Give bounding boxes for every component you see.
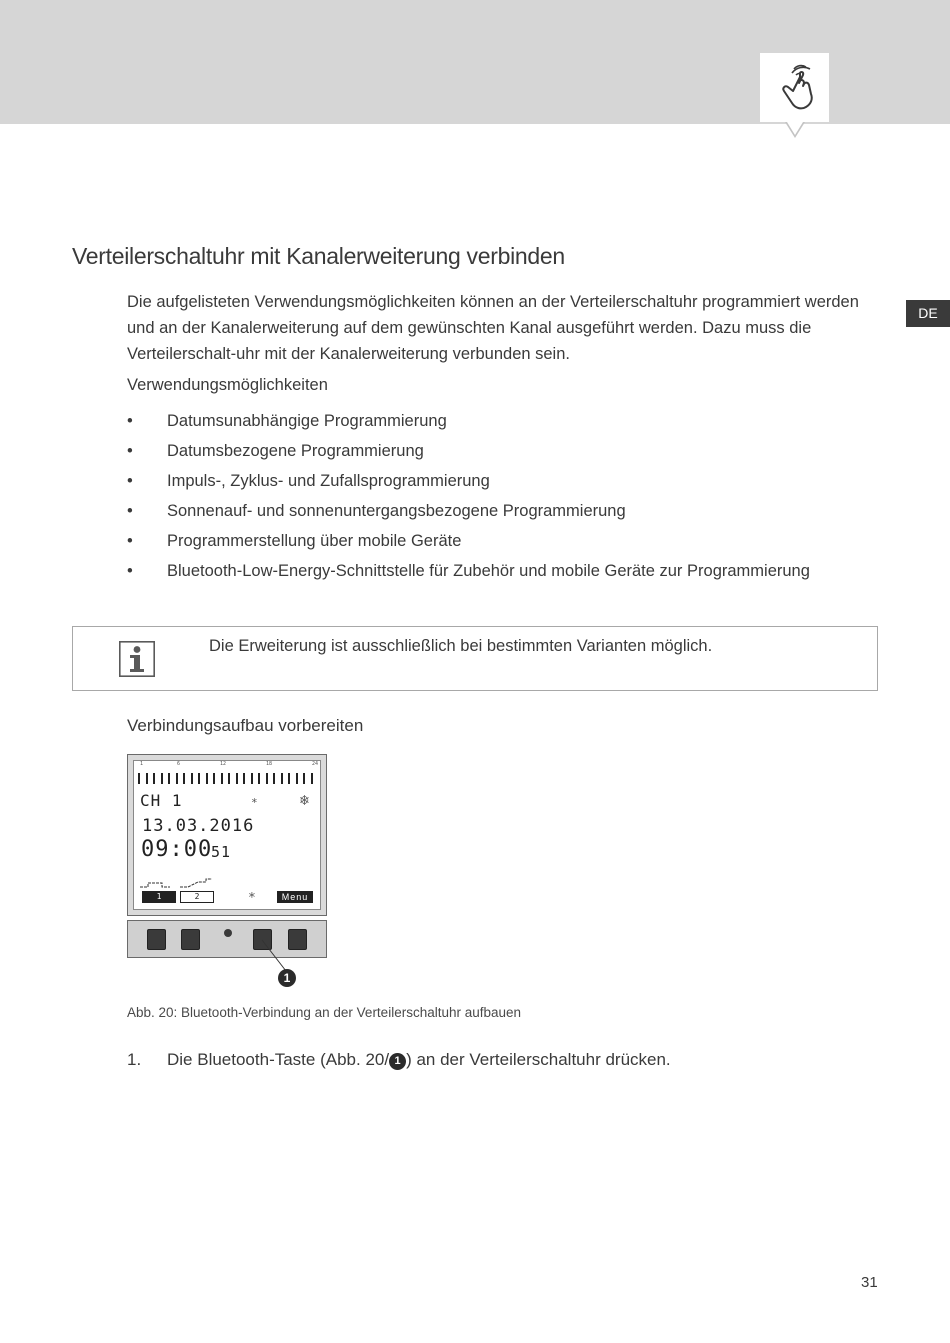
callout-line bbox=[127, 754, 327, 986]
figure-caption: Abb. 20: Bluetooth-Verbindung an der Verteilerschaltuhr aufbauen bbox=[127, 1005, 522, 1020]
channel-label: CH 1 bbox=[140, 791, 183, 810]
time-display: 09:00 bbox=[141, 837, 213, 862]
usage-list bbox=[127, 408, 810, 588]
list-item-text: Datumsbezogene Programmierung bbox=[167, 442, 424, 460]
section-title: Verteilerschaltuhr mit Kanalerweiterung verbinden bbox=[72, 243, 565, 269]
bullet-icon: • bbox=[127, 472, 133, 490]
callout-marker: 1 bbox=[278, 969, 296, 987]
bullet-icon: • bbox=[127, 502, 133, 520]
bluetooth-icon: ∗ bbox=[251, 794, 258, 807]
info-icon bbox=[119, 641, 155, 677]
usage-heading: Verwendungsmöglichkeiten bbox=[127, 376, 328, 394]
list-item-text: Bluetooth-Low-Energy-Schnittstelle für Zubehör und mobile Geräte zur Programmierung bbox=[167, 562, 810, 580]
subsection-title: Verbindungsaufbau vorbereiten bbox=[127, 716, 364, 735]
bullet-icon: • bbox=[127, 412, 133, 430]
step-text bbox=[167, 1050, 671, 1070]
hour-tick: 6 bbox=[177, 761, 181, 767]
seconds-display: 51 bbox=[211, 843, 232, 861]
icon-box-pointer bbox=[785, 122, 805, 138]
list-item-text: Impuls-, Zyklus- und Zufallsprogrammierung bbox=[167, 472, 490, 490]
list-item bbox=[127, 498, 810, 528]
intro-paragraph: Die aufgelisteten Verwendungsmöglichkeiten können an der Verteilerschaltuhr programmiert werden und an der Kanalerweiterung auf dem gewünschten Kanal ausgeführt werden. Dazu muss die Verteilerschalt-uhr mit der Kanalerweiterung verbunden sein. bbox=[127, 293, 859, 363]
note-box bbox=[72, 626, 878, 691]
hour-tick: 18 bbox=[266, 761, 273, 767]
step-text-before: Die Bluetooth-Taste (Abb. 20/ bbox=[167, 1050, 390, 1069]
hour-tick: 24 bbox=[312, 761, 319, 767]
touch-hand-icon bbox=[774, 63, 816, 113]
bluetooth-status-icon: ∗ bbox=[248, 888, 256, 903]
note-text: Die Erweiterung ist ausschließlich bei bestimmten Varianten möglich. bbox=[209, 637, 713, 655]
list-item-text: Sonnenauf- und sonnenuntergangsbezogene Programmierung bbox=[167, 502, 626, 520]
list-item-text: Datumsunabhängige Programmierung bbox=[167, 412, 447, 430]
list-item bbox=[127, 438, 810, 468]
page-number: 31 bbox=[861, 1274, 878, 1291]
list-item bbox=[127, 468, 810, 498]
step-marker: 1 bbox=[389, 1053, 406, 1070]
bullet-icon: • bbox=[127, 442, 133, 460]
list-item-text: Programmerstellung über mobile Geräte bbox=[167, 532, 462, 550]
touch-icon-box bbox=[760, 53, 829, 122]
hour-tick: 1 bbox=[140, 761, 144, 767]
list-item bbox=[127, 408, 810, 438]
device-illustration bbox=[127, 754, 327, 986]
bullet-icon: • bbox=[127, 532, 133, 550]
language-tab[interactable]: DE bbox=[906, 300, 950, 327]
step-text-after: ) an der Verteilerschaltuhr drücken. bbox=[406, 1050, 671, 1069]
step-number: 1. bbox=[127, 1050, 142, 1069]
program-1-indicator: 1 bbox=[142, 891, 176, 903]
snowflake-icon: ❄ bbox=[300, 791, 310, 809]
date-display: 13.03.2016 bbox=[142, 816, 255, 836]
list-item bbox=[127, 558, 810, 588]
list-item bbox=[127, 528, 810, 558]
menu-label: Menu bbox=[277, 891, 313, 903]
program-2-indicator: 2 bbox=[180, 891, 214, 903]
hour-tick: 12 bbox=[220, 761, 227, 767]
bullet-icon: • bbox=[127, 562, 133, 580]
